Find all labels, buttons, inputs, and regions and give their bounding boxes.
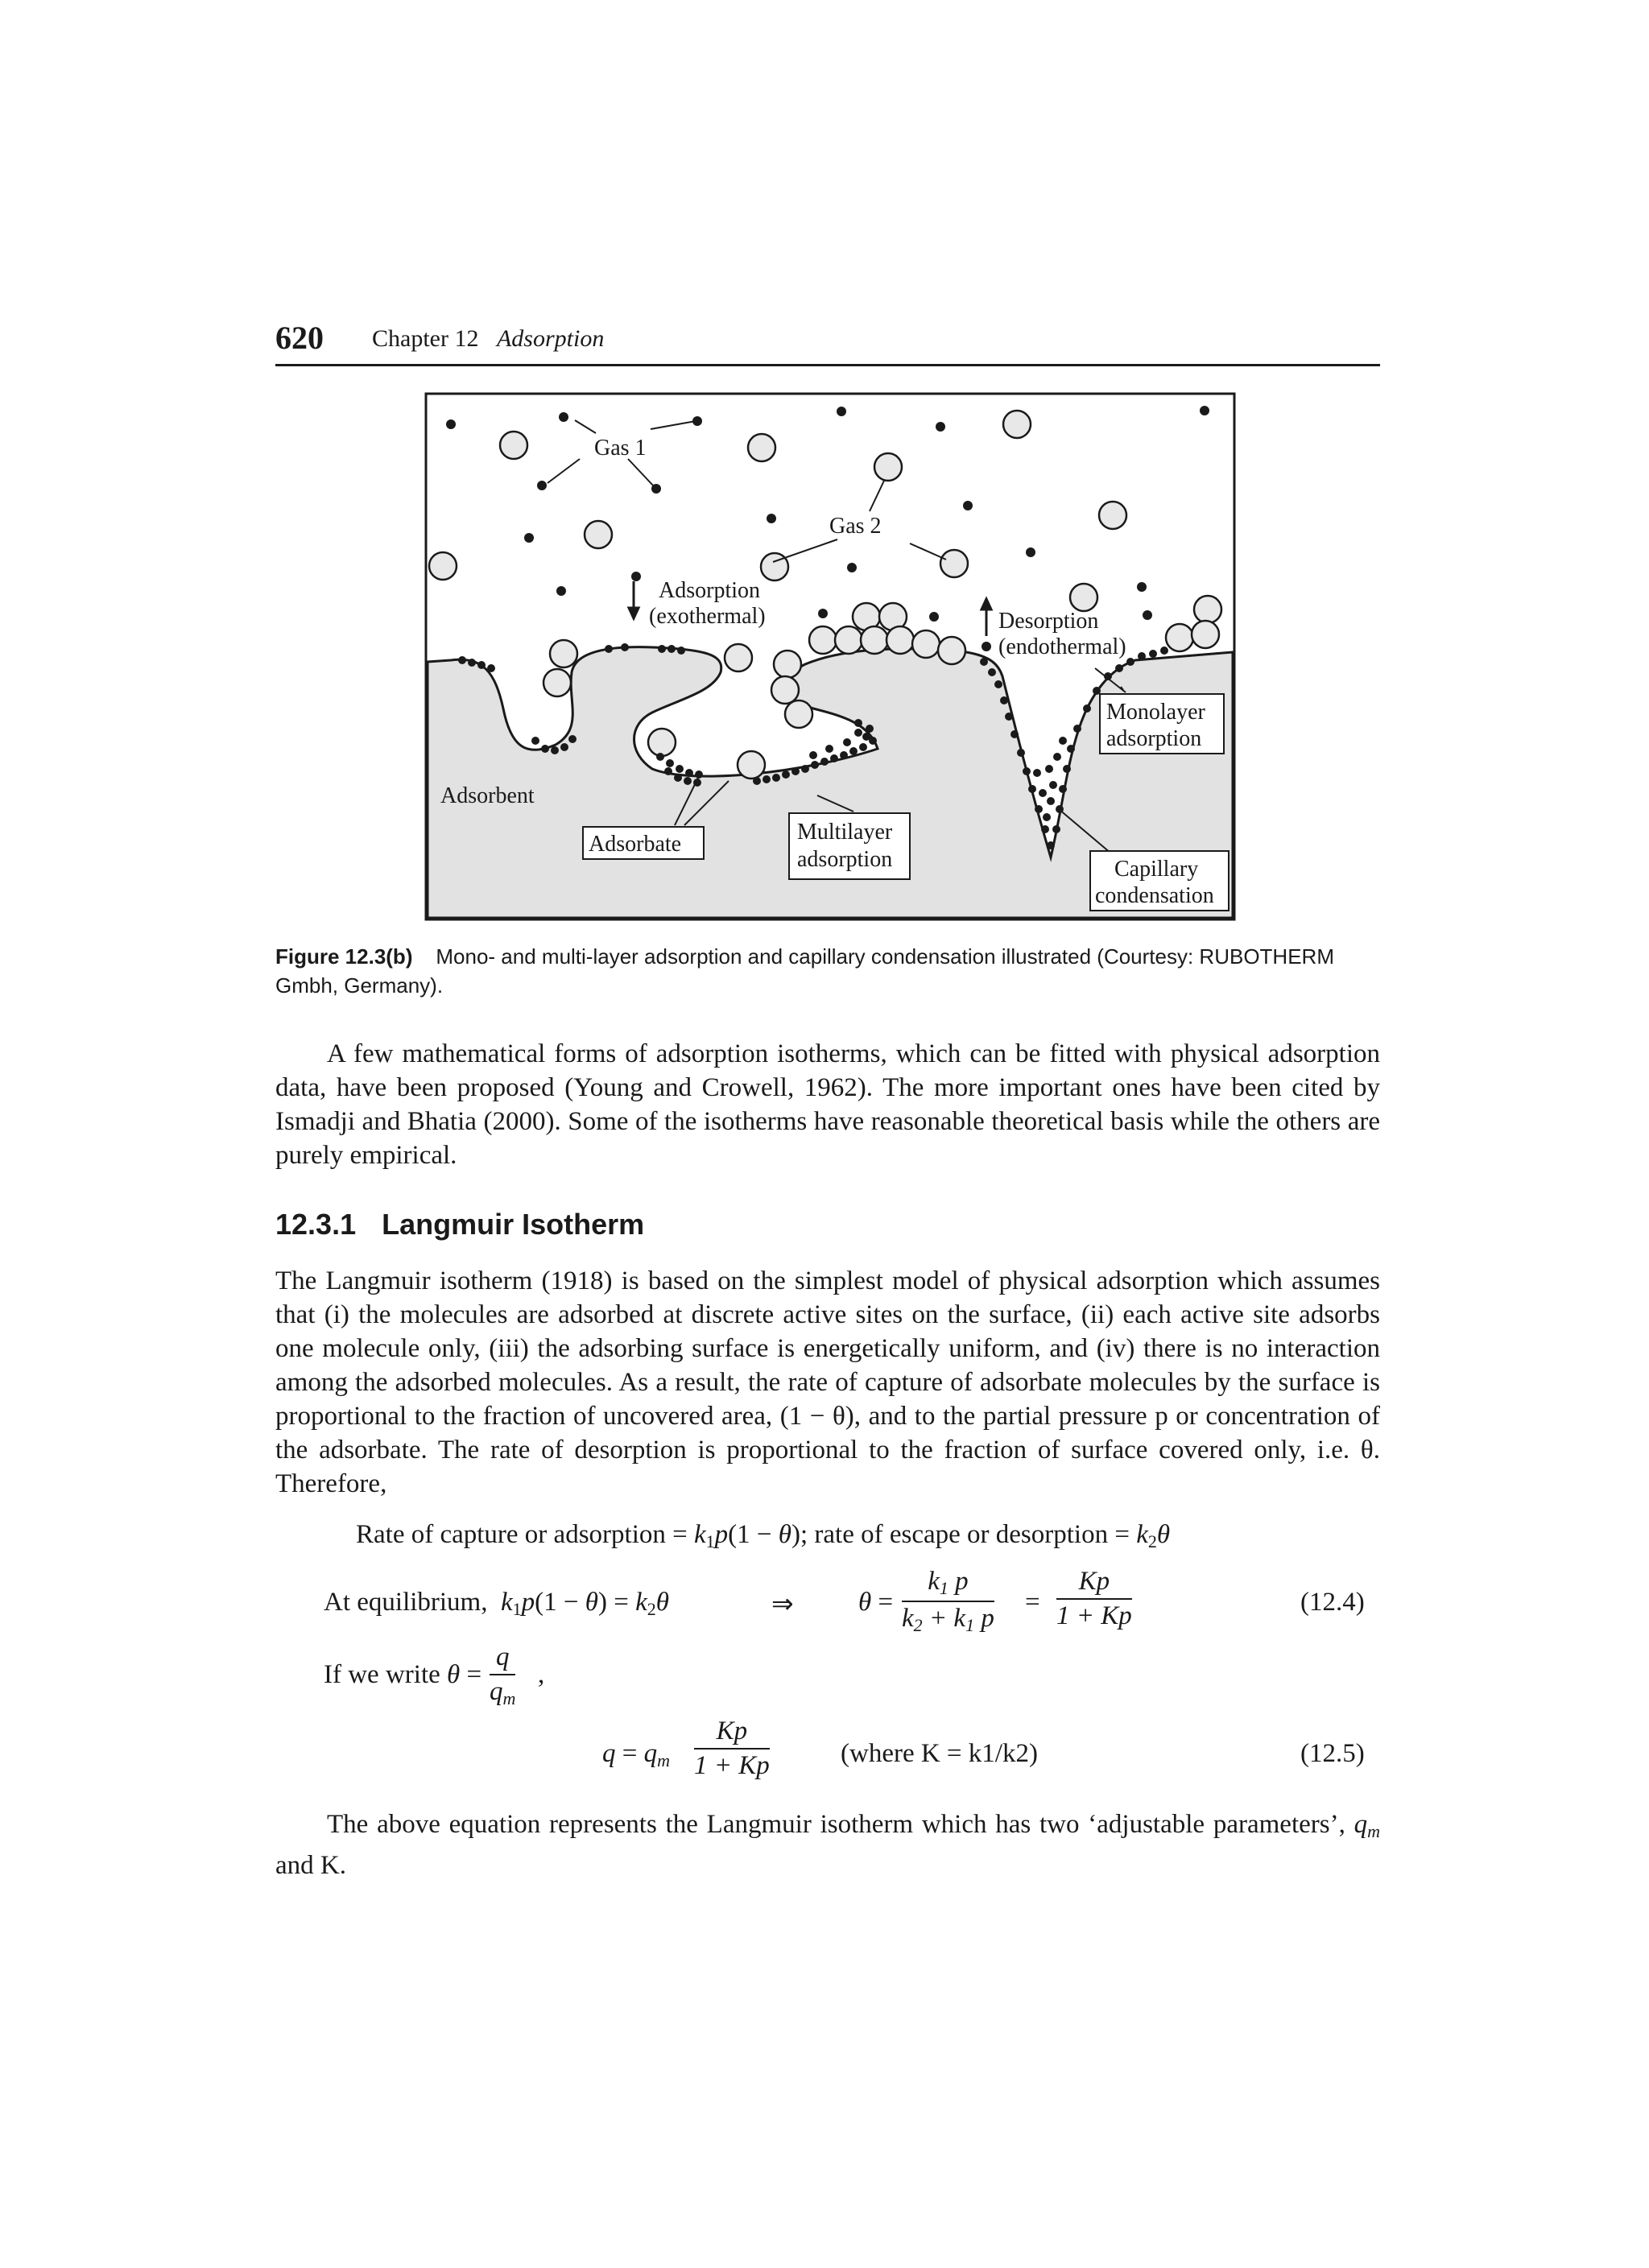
eq-number-12-4: (12.4) bbox=[1300, 1588, 1365, 1617]
theta-fraction-2: $\frac{Kp}{1 + Kp}$ bbox=[1056, 1567, 1132, 1630]
page-number: 620 bbox=[275, 320, 324, 356]
eq-number-12-5: (12.5) bbox=[1300, 1739, 1365, 1768]
theta-fraction-1: $\frac{k_1 p}{k_2 + k_1 p}$ bbox=[902, 1567, 994, 1635]
capillary-label-2: condensation bbox=[1095, 883, 1214, 908]
equilibrium-expression: At equilibrium, $k_1p(1 - \theta) = k_2\theta$ bbox=[324, 1588, 669, 1619]
implies-symbol: ⇒ bbox=[771, 1590, 794, 1619]
section-number: 12.3.1 bbox=[275, 1208, 357, 1241]
multilayer-label: Multilayer bbox=[797, 820, 893, 845]
gas2-label: Gas 2 bbox=[829, 514, 882, 539]
chapter-number: Chapter 12 bbox=[372, 325, 479, 352]
caption-label: Figure 12.3(b) bbox=[275, 944, 413, 969]
chapter-label bbox=[372, 325, 604, 353]
rate-capture-label: Rate of capture or adsorption = bbox=[356, 1520, 694, 1549]
desorption-label: Desorption bbox=[998, 609, 1099, 634]
langmuir-fraction: $\frac{Kp}{1 + Kp}$ bbox=[694, 1716, 770, 1780]
equals-sign: = bbox=[1025, 1588, 1040, 1617]
adsorbate-label: Adsorbate bbox=[589, 832, 682, 857]
rate-escape-label: ; rate of escape or desorption = bbox=[800, 1520, 1137, 1549]
gas1-label: Gas 1 bbox=[594, 436, 647, 461]
adsorption-label-2: (exothermal) bbox=[649, 604, 766, 629]
adsorbent-label: Adsorbent bbox=[440, 783, 535, 808]
adsorption-label: Adsorption bbox=[659, 578, 760, 603]
adsorption-figure bbox=[424, 392, 1238, 923]
multilayer-label-2: adsorption bbox=[797, 847, 893, 872]
where-k-note: (where K = k1/k2) bbox=[841, 1739, 1038, 1768]
capillary-label: Capillary bbox=[1114, 857, 1199, 882]
closing-paragraph: The above equation represents the Langmuir isotherm which has two ‘adjustable parameters’, $q_m$ and K. bbox=[275, 1810, 1380, 1880]
q-over-qm-fraction: $\frac{q}{q_m}$ bbox=[490, 1642, 516, 1708]
monolayer-label: Monolayer bbox=[1106, 700, 1205, 725]
at-equilibrium-label: At equilibrium, bbox=[324, 1588, 488, 1617]
section-title: Langmuir Isotherm bbox=[382, 1208, 645, 1241]
langmuir-paragraph: The Langmuir isotherm (1918) is based on the simplest model of physical adsorption which assumes that (i) the molecules are adsorbed at discrete active sites on the surface, (ii) each active site adsorbs one molecule only, (iii) the adsorbing surface is energetically uniform, and (iv) there is no interaction among the adsorbed molecules. As a result, the rate of capture of adsorbate molecules by the surface is proportional to the fraction of uncovered area, (1 − θ), and to the partial pressure p or concentration of the adsorbate. The rate of desorption is proportional to the fraction of surface covered only, i.e. θ. Therefore, bbox=[275, 1266, 1380, 1498]
rate-equation: Rate of capture or adsorption = $k_1p(1 - \theta)$; rate of escape or desorption = $k_2\theta$ bbox=[356, 1520, 1171, 1551]
intro-paragraph: A few mathematical forms of adsorption isotherms, which can be fitted with physical adsorption data, have been proposed (Young and Crowell, 1962). The more important ones have been cited by Ismadji and Bhatia (2000). Some of the isotherms have reasonable theoretical basis while the others are purely empirical. bbox=[275, 1039, 1380, 1170]
theta-equals: θ = bbox=[858, 1588, 894, 1617]
running-header bbox=[275, 319, 1380, 366]
caption-text: Mono- and multi-layer adsorption and capillary condensation illustrated (Courtesy: RUBOTHERM Gmbh, Germany). bbox=[275, 944, 1334, 998]
q-equals-qm: $q = q_m$ bbox=[602, 1739, 671, 1770]
if-we-write: If we write θ = bbox=[324, 1660, 482, 1689]
monolayer-label-2: adsorption bbox=[1106, 726, 1202, 751]
desorption-label-2: (endothermal) bbox=[998, 634, 1126, 659]
chapter-title: Adsorption bbox=[496, 325, 605, 352]
figure-caption bbox=[275, 942, 1380, 1000]
section-heading bbox=[275, 1208, 644, 1241]
